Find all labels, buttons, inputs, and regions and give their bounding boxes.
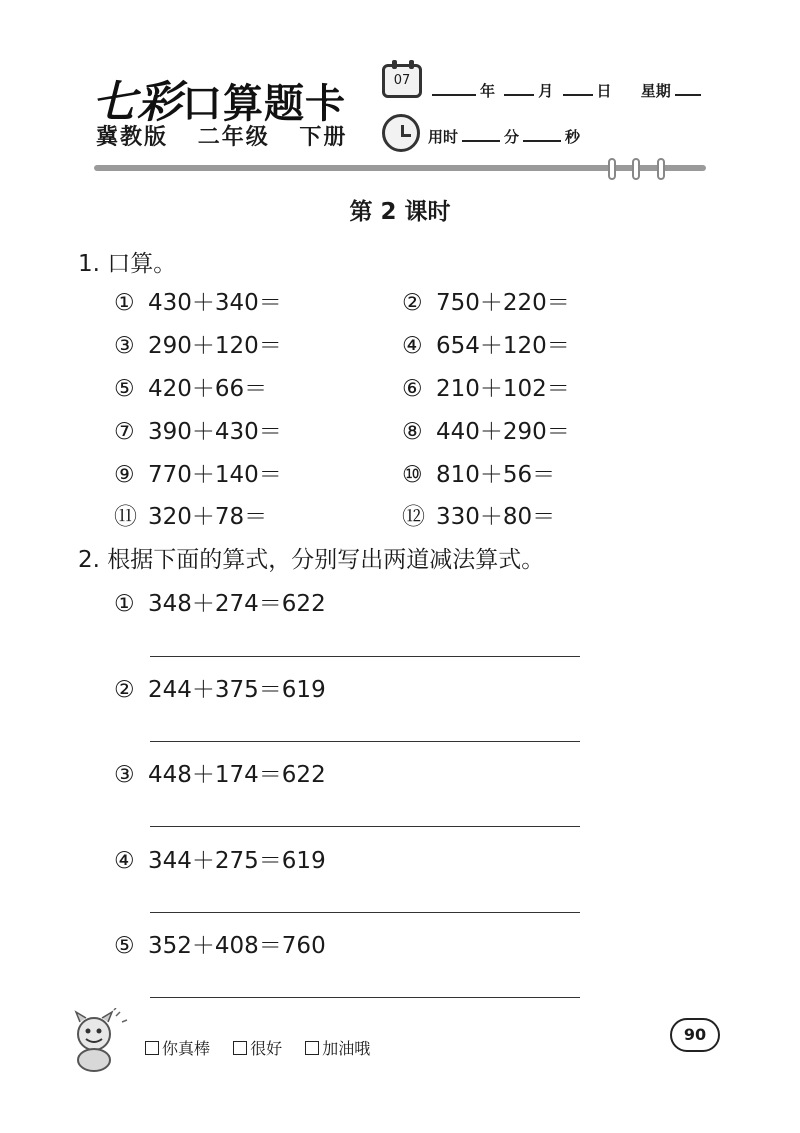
- equation: 244＋375＝619: [148, 677, 326, 703]
- equation-item-5: ⑤ 352＋408＝760: [114, 933, 326, 959]
- rating-option-good[interactable]: 很好: [233, 1039, 282, 1058]
- month-blank[interactable]: [504, 80, 534, 96]
- expression[interactable]: 320＋78＝: [148, 504, 268, 530]
- oral-calc-item-7: ⑦ 390＋430＝: [114, 419, 282, 445]
- checkbox-icon[interactable]: [305, 1041, 319, 1055]
- equation-item-1: ① 348＋274＝622: [114, 591, 326, 617]
- section2-title: 2. 根据下面的算式，分别写出两道减法算式。: [78, 547, 545, 573]
- edition-grade: 二年级: [197, 125, 270, 150]
- time-fill-row: [428, 126, 580, 147]
- equation: 344＋275＝619: [148, 848, 326, 874]
- checkbox-icon[interactable]: [145, 1041, 159, 1055]
- month-label: 月: [538, 82, 554, 100]
- rating-option-excellent[interactable]: 你真棒: [145, 1039, 210, 1058]
- logo-seven-color: 七彩: [92, 77, 182, 128]
- equation: 448＋174＝622: [148, 762, 326, 788]
- expression[interactable]: 420＋66＝: [148, 376, 268, 402]
- seconds-blank[interactable]: [523, 126, 561, 142]
- clock-icon: [382, 114, 420, 152]
- oral-calc-item-9: ⑨ 770＋140＝: [114, 462, 282, 488]
- answer-line-1[interactable]: [150, 656, 580, 657]
- date-fill-row: [428, 80, 705, 101]
- oral-calc-item-6: ⑥ 210＋102＝: [402, 376, 570, 402]
- expression[interactable]: 430＋340＝: [148, 290, 282, 316]
- equation-item-4: ④ 344＋275＝619: [114, 848, 326, 874]
- year-blank[interactable]: [432, 80, 476, 96]
- oral-calc-item-5: ⑤ 420＋66＝: [114, 376, 268, 402]
- calendar-number: 07: [393, 73, 411, 88]
- mascot-icon: [66, 1008, 132, 1074]
- checkbox-icon[interactable]: [233, 1041, 247, 1055]
- edition-info: [96, 120, 367, 151]
- expression[interactable]: 210＋102＝: [436, 376, 570, 402]
- expression[interactable]: 654＋120＝: [436, 333, 570, 359]
- self-rating-options: [145, 1036, 388, 1059]
- expression[interactable]: 750＋220＝: [436, 290, 570, 316]
- equation-item-3: ③ 448＋174＝622: [114, 762, 326, 788]
- expression[interactable]: 330＋80＝: [436, 504, 556, 530]
- second-label: 秒: [565, 128, 581, 146]
- expression[interactable]: 440＋290＝: [436, 419, 570, 445]
- oral-calc-item-3: ③ 290＋120＝: [114, 333, 282, 359]
- oral-calc-item-2: ② 750＋220＝: [402, 290, 570, 316]
- calendar-icon: [382, 64, 422, 98]
- expression[interactable]: 810＋56＝: [436, 462, 556, 488]
- equation-item-2: ② 244＋375＝619: [114, 677, 326, 703]
- expression[interactable]: 390＋430＝: [148, 419, 282, 445]
- time-used-label: 用时: [428, 128, 459, 146]
- lesson-title: 第 2 课时: [349, 199, 451, 225]
- answer-line-4[interactable]: [150, 912, 580, 913]
- day-blank[interactable]: [563, 80, 593, 96]
- minute-label: 分: [504, 128, 520, 146]
- equation: 348＋274＝622: [148, 591, 326, 617]
- oral-calc-item-8: ⑧ 440＋290＝: [402, 419, 570, 445]
- expression[interactable]: 770＋140＝: [148, 462, 282, 488]
- expression[interactable]: 290＋120＝: [148, 333, 282, 359]
- oral-calc-item-1: ① 430＋340＝: [114, 290, 282, 316]
- edition-volume: 下册: [299, 125, 348, 150]
- oral-calc-item-10: ⑩ 810＋56＝: [402, 462, 556, 488]
- oral-calc-item-4: ④ 654＋120＝: [402, 333, 570, 359]
- minutes-blank[interactable]: [462, 126, 500, 142]
- weekday-blank[interactable]: [675, 80, 701, 96]
- weekday-label: 星期: [640, 82, 671, 100]
- logo-title: 口算题卡: [182, 81, 346, 127]
- day-label: 日: [596, 82, 612, 100]
- oral-calc-item-12: ⑫ 330＋80＝: [402, 504, 556, 530]
- answer-line-2[interactable]: [150, 741, 580, 742]
- binder-ring-icon: [657, 158, 665, 180]
- rating-option-keep-going[interactable]: 加油哦: [305, 1039, 370, 1058]
- answer-line-3[interactable]: [150, 826, 580, 827]
- binder-ring-icon: [608, 158, 616, 180]
- year-label: 年: [480, 82, 496, 100]
- answer-line-5[interactable]: [150, 997, 580, 998]
- binder-ring-icon: [632, 158, 640, 180]
- section1-title: 1. 口算。: [78, 251, 177, 277]
- equation: 352＋408＝760: [148, 933, 326, 959]
- edition-publisher: 冀教版: [96, 125, 169, 150]
- oral-calc-item-11: ⑪ 320＋78＝: [114, 504, 268, 530]
- page-number: 90: [670, 1018, 720, 1052]
